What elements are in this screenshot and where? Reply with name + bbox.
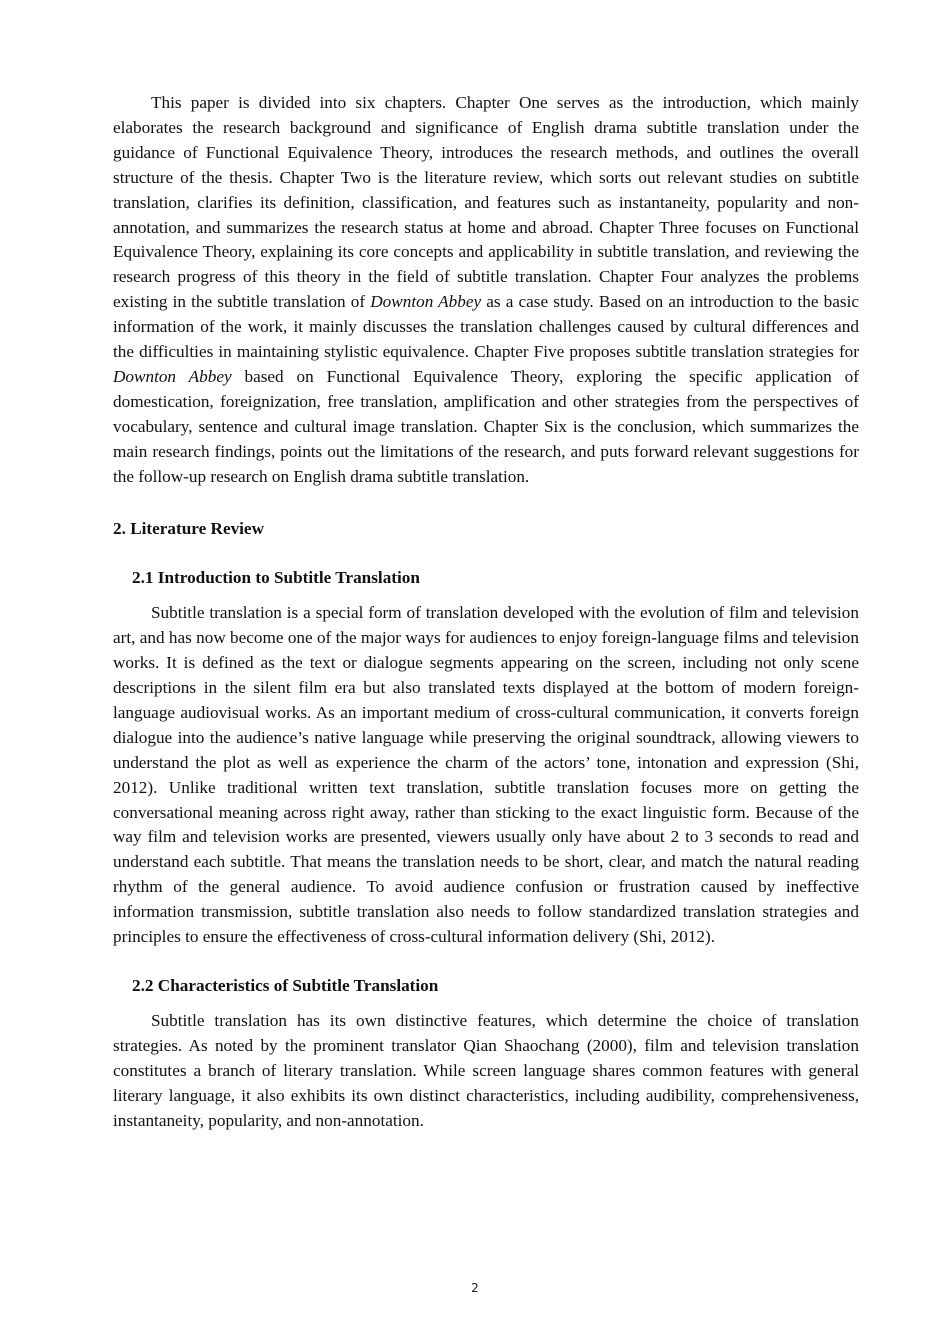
- subsection-heading-characteristics: 2.2 Characteristics of Subtitle Translation: [132, 976, 439, 995]
- work-title-downton-abbey: Downton Abbey: [370, 292, 482, 312]
- intro-text-part-3: based on Functional Equivalence Theory, exploring the specific application of domestication, foreignization, free translation, amplification and other strategies from the perspectives of vocabulary, sentence and cultural image translation. Chapter Six is the conclusion, which summarizes the main research findings, points out the limitations of the research, and puts forward relevant suggestions for the follow-up research on English drama subtitle translation.: [113, 366, 859, 486]
- section-heading-literature-review: 2. Literature Review: [113, 518, 264, 538]
- intro-paragraph: [113, 91, 859, 490]
- intro-text-part-1: This paper is divided into six chapters. Chapter One serves as the introduction, which mainly elaborates the research background and significance of English drama subtitle translation under the guidance of Functional Equivalence Theory, introduces the research methods, and outlines the overall structure of the thesis. Chapter Two is the literature review, which sorts out relevant studies on subtitle translation, clarifies its definition, classification, and features such as instantaneity, popularity and non-annotation, and summarizes the research status at home and abroad. Chapter Three focuses on Functional Equivalence Theory, explaining its core concepts and applicability in subtitle translation, and reviewing the research progress of this theory in the field of subtitle translation. Chapter Four analyzes the problems existing in the subtitle translation of: [113, 93, 859, 312]
- intro-text-part-2: as a case study. Based on an introduction to the basic information of the work, it mainly discusses the translation challenges caused by cultural differences and the difficulties in maintaining stylistic equivalence. Chapter Five proposes subtitle translation strategies for: [113, 292, 859, 362]
- page-number: 2: [471, 1281, 479, 1295]
- work-title-downton-abbey: Downton Abbey: [113, 366, 232, 386]
- document-page: [113, 91, 859, 1133]
- subsection-2-2-paragraph: Subtitle translation has its own distinctive features, which determine the choice of translation strategies. As noted by the prominent translator Qian Shaochang (2000), film and television translation constitutes a branch of literary translation. While screen language shares common features with general literary language, it also exhibits its own distinct characteristics, including audibility, comprehensiveness, instantaneity, popularity, and non-annotation.: [113, 1010, 859, 1130]
- subsection-2-1-paragraph: Subtitle translation is a special form of translation developed with the evolution of film and television art, and has now become one of the major ways for audiences to enjoy foreign-language films and television works. It is defined as the text or dialogue segments appearing on the screen, including not only scene descriptions in the silent film era but also translated texts displayed at the bottom of modern foreign-language audiovisual works. As an important medium of cross-cultural communication, it converts foreign dialogue into the audience’s native language while preserving the original soundtrack, allowing viewers to understand the plot as well as experience the charm of the actors’ tone, intonation and expression (Shi, 2012). Unlike traditional written text translation, subtitle translation focuses more on getting the conversational meaning across right away, rather than sticking to the exact linguistic form. Because of the way film and television works are presented, viewers usually only have about 2 to 3 seconds to read and understand each subtitle. That means the translation needs to be short, clear, and match the natural reading rhythm of the general audience. To avoid audience confusion or frustration caused by ineffective information transmission, subtitle translation also needs to follow standardized translation strategies and principles to ensure the effectiveness of cross-cultural information delivery (Shi, 2012).: [113, 603, 859, 947]
- subsection-heading-introduction: 2.1 Introduction to Subtitle Translation: [132, 568, 420, 588]
